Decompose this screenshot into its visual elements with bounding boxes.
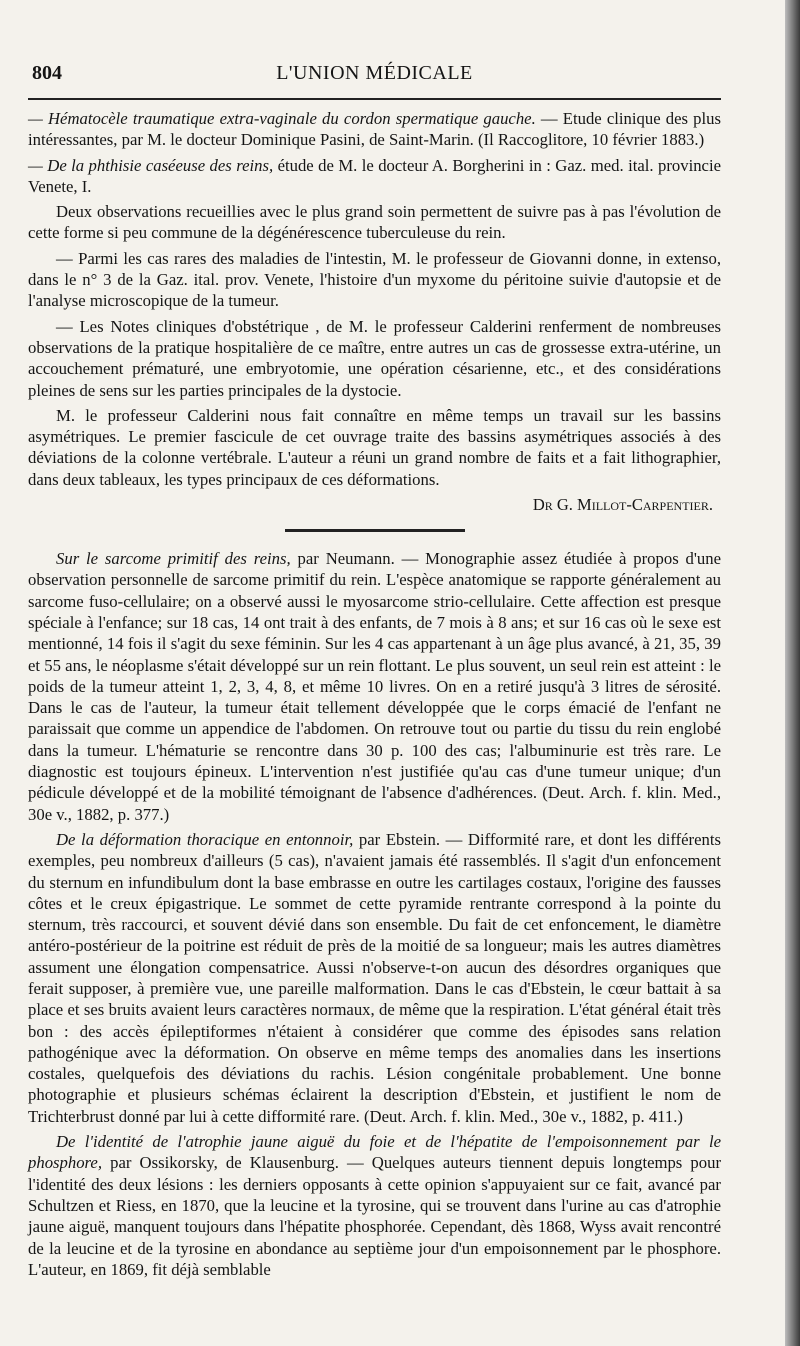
paragraph-title: De la déformation thoracique en entonnoir, — [56, 829, 354, 849]
paragraph-observations — [28, 201, 721, 244]
paragraph-text: étude de M. le docteur A. Borgherini in : Gaz. med. ital. provincie Venete, I. — [28, 155, 722, 196]
paragraph-title: — De la phthisie caséeuse des reins, — [28, 155, 274, 175]
section-divider — [285, 529, 465, 532]
page-number: 804 — [32, 62, 62, 84]
paragraph-bassins — [28, 405, 721, 490]
paragraph-title: — Hématocèle traumatique extra-vaginale du cordon spermatique gauche. — [28, 109, 536, 128]
paragraph-hematocele — [28, 108, 721, 151]
paragraph-sarcome — [28, 548, 721, 825]
header-rule — [28, 98, 721, 100]
paragraph-text: par Ossikorsky, de Klausenburg. — Quelques auteurs tiennent depuis longtemps pour l'identité des deux lésions : les derniers opposants à cette opinion s'appuyaient sur ce fait, avancé par Schultzen et Riess, en 1870, que la leucine et la tyrosine, qui se trouvent dans l'urine au cas d'atrophie jaune aiguë, manquent toujours dans l'hépatite phosphorée. Cependant, dès 1868, Wyss avait rencontré de la leucine et de la tyrosine en abondance au septième jour d'un empoisonnement par le phosphore. L'auteur, en 1869, fit déjà semblable — [28, 1153, 722, 1279]
paragraph-title: Sur le sarcome primitif des reins, — [56, 549, 291, 569]
paragraph-text: — Etude clinique des plus intéressantes, par M. le docteur Dominique Pasini, de Saint-Marin. (Il Raccoglitore, 10 février 1883.) — [28, 109, 721, 150]
paragraph-entonnoir — [28, 829, 721, 1127]
paragraph-text: — Parmi les cas rares des maladies de l'intestin, M. le professeur de Giovanni donne, in extenso, dans le n° 3 de la Gaz. ital. prov. Venete, l'histoire d'un myxome du péritoine suivie d'autopsie et de l'analyse microscopique de la tumeur. — [28, 248, 721, 311]
top-section — [28, 108, 721, 490]
page-edge-shadow — [785, 0, 800, 1346]
paragraph-obstetrique — [28, 316, 721, 401]
page-header — [28, 62, 721, 92]
paragraph-text: M. le professeur Calderini nous fait connaître en même temps un travail sur les bassins asymétriques. Le premier fascicule de cet ouvrage traite des bassins asymétriques associés à des déviations de la colonne vertébrale. L'auteur a réuni un grand nombre de faits et a fait lithographier, dans deux tableaux, les types principaux de ces déformations. — [28, 405, 721, 489]
paragraph-phthisie — [28, 155, 721, 198]
running-head: L'UNION MÉDICALE — [276, 62, 473, 84]
bottom-section — [28, 548, 721, 1280]
author-signature: Dr G. Millot-Carpentier. — [532, 495, 713, 515]
paragraph-text: par Ebstein. — Difformité rare, et dont les différents exemples, peu nombreux d'ailleurs (5 cas), n'avaient jamais été rassemblés. Il s'agit d'un enfoncement du sternum en infundibulum dont la base embrasse en outre les cartilages costaux, l'origine des fausses côtes et le creux épigastrique. Le sommet de cette pyramide rentrante correspond à la pointe du sternum, très raccourci, et souvent dévié dans son ensemble. Du fait de cet enfoncement, le diamètre antéro-postérieur de la poitrine est réduit de près de la moitié de sa longueur; mais les autres diamètres assument une élongation compensatrice. Aussi n'observe-t-on aucun des désordres organiques que ferait supposer, à première vue, une pareille malformation. Dans le cas d'Ebstein, le cœur battait à sa place et ses bruits avaient leurs caractères normaux, de même que la respiration. L'état général était très bon : des accès épileptiformes n'étaient à considérer que comme des épisodes sans relation pathogénique avec la déformation. On observe en même temps des anomalies dans les insertions costales, quelquefois des déviations du rachis. Lésion congénitale probablement. Une bonne photographie et plusieurs schémas éclairent la description d'Ebstein, et justifient le nom de Trichterbrust donné par lui à cette difformité rare. (Deut. Arch. f. klin. Med., 30e v., 1882, p. 411.) — [28, 829, 721, 1126]
paragraph-text: — Les Notes cliniques d'obstétrique , de M. le professeur Calderini renferment de nombreuses observations de la pratique hospitalière de ce maître, entre autres un cas de grossesse extra-utérine, un accouchement prématuré, une embryotomie, une opération césarienne, etc., et des considérations pleines de sens sur les parties principales de la dystocie. — [28, 316, 721, 400]
paragraph-title: De l'identité de l'atrophie jaune aiguë du foie et de l'hépatite de l'empoisonnement par le phosphore, — [28, 1132, 721, 1173]
paragraph-text: par Neumann. — Monographie assez étudiée à propos d'une observation personnelle de sarcome primitif du rein. L'espèce anatomique se rapporte généralement au sarcome fuso-cellulaire; on a observé aussi le myosarcome strio-cellulaire. Cette affection est presque spéciale à l'enfance; sur 18 cas, 14 ont trait à des enfants, de 7 mois à 8 ans; et sur 16 cas où le sexe est mentionné, 14 fois il s'agit du sexe féminin. Sur les 4 cas appartenant à un âge plus avancé, à 21, 35, 39 et 55 ans, le néoplasme s'était développé sur un rein flottant. Le plus souvent, un seul rein est atteint : le poids de la tumeur atteint 1, 2, 3, 4, 8, et même 10 livres. On en a retiré jusqu'à 3 litres de sérosité. Dans le cas de l'auteur, la tumeur était tellement développée que le corps émacié de l'enfant ne paraissait que comme un appendice de l'abdomen. On retrouve tout ou partie du tissu du rein englobé dans la tumeur. L'hématurie se rencontre dans 30 p. 100 des cas; l'albuminurie est très rare. Le diagnostic est toujours épineux. L'intervention n'est justifiée qu'au cas d'une tumeur unique; d'un pédicule développé et de la mobilité témoignant de l'absence d'adhérences. (Deut. Arch. f. klin. Med., 30e v., 1882, p. 377.) — [28, 549, 721, 824]
paragraph-intestin — [28, 248, 721, 312]
paragraph-text: Deux observations recueillies avec le plus grand soin permettent de suivre pas à pas l'évolution de cette forme si peu commune de la dégénérescence tuberculeuse du rein. — [28, 202, 721, 243]
paragraph-atrophie — [28, 1131, 721, 1280]
